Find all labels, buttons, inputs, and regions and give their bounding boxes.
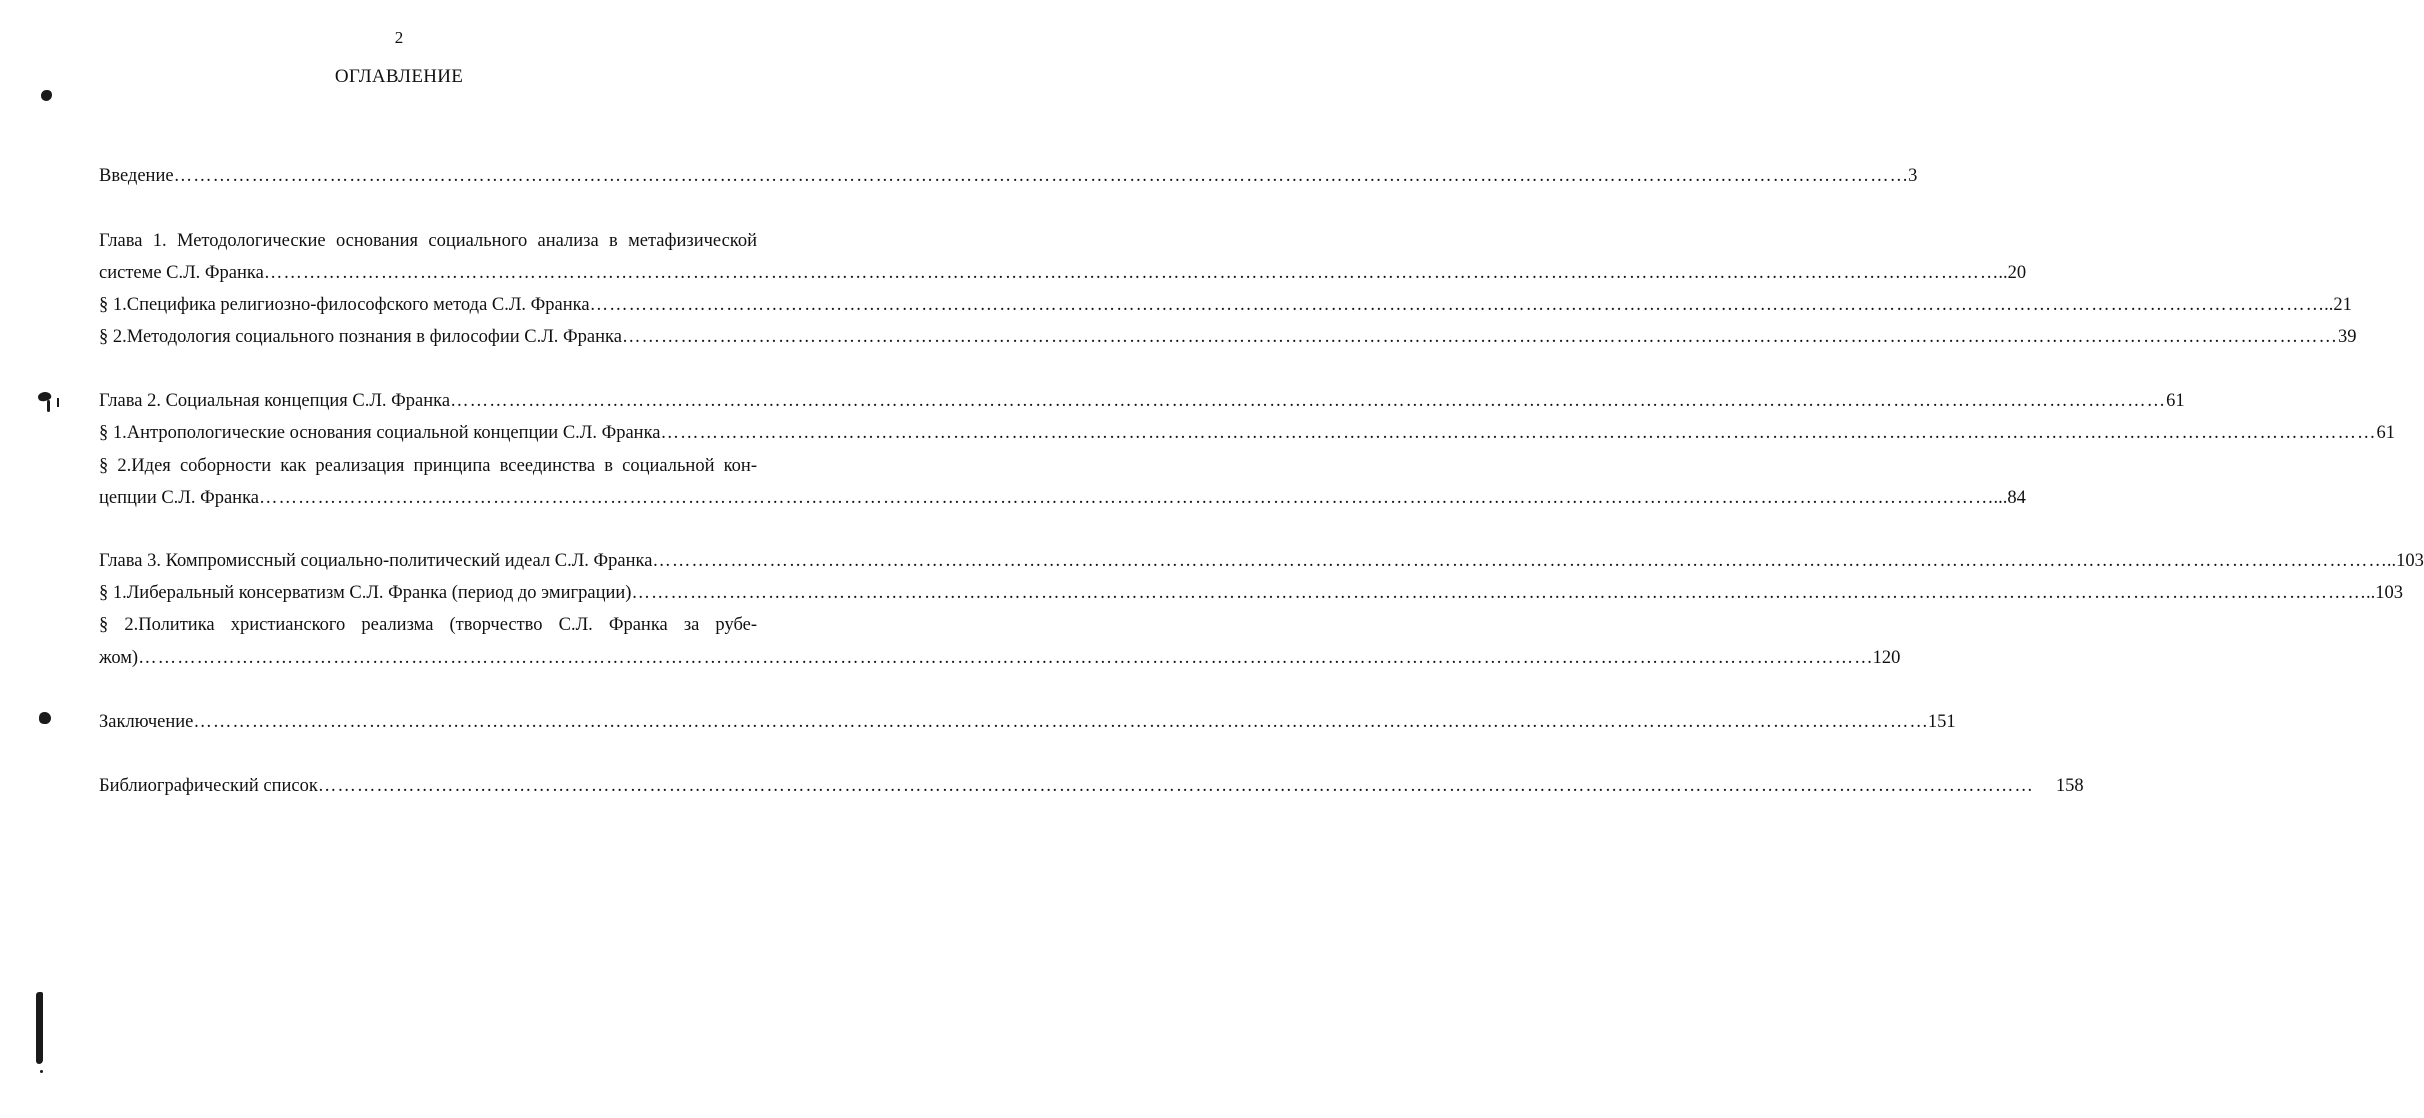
toc-entry-chapter-2-section-2[interactable] xyxy=(99,451,757,481)
scan-speck xyxy=(57,398,59,407)
scan-speck xyxy=(41,90,52,101)
toc-entry-label: Введение xyxy=(99,166,174,186)
toc-page-number: …..20 xyxy=(1979,263,2027,283)
leader-dots: ………………………………………………………………………………………………………………………………………………………………………………………………………………………………………… xyxy=(621,327,2338,347)
toc-page-number: …120 xyxy=(1854,648,1901,668)
toc-entry-label: § 2.Политика христианского реализма (творчество С.Л. Франка за рубе- xyxy=(99,615,757,635)
toc-title: ОГЛАВЛЕНИЕ xyxy=(334,66,464,87)
toc-entry-label: цепции С.Л. Франка xyxy=(99,488,259,508)
toc-entry-chapter-2-section-2-continued[interactable] xyxy=(99,483,2026,513)
leader-dots: ………………………………………………………………………………………………………………………………………………………………………………………………………………………………………… xyxy=(589,295,2306,315)
toc-entry-chapter-3-section-2[interactable] xyxy=(99,610,757,640)
toc-page-number: 39 xyxy=(2337,327,2357,347)
toc-entry-chapter-3[interactable] xyxy=(99,546,2424,576)
scan-streak xyxy=(36,992,43,1064)
toc-page-number: …..103 xyxy=(2347,583,2403,603)
toc-page-number: …...84 xyxy=(1975,488,2026,508)
leader-dots: ………………………………………………………………………………………………………………………………………………………………………………………………………………………………………… xyxy=(138,648,1855,668)
leader-dots: ………………………………………………………………………………………………………………………………………………………………………………………………………………………………………… xyxy=(317,776,2034,796)
leader-dots: ………………………………………………………………………………………………………………………………………………………………………………………………………………………………………… xyxy=(263,263,1980,283)
toc-page-number: 61 xyxy=(2376,423,2395,443)
toc-entry-label: § 1.Антропологические основания социальной концепции С.Л. Франка xyxy=(99,423,661,443)
toc-entry-label: Библиографический список xyxy=(99,776,318,796)
toc-entry-label: жом) xyxy=(99,648,139,668)
toc-page-number: …151 xyxy=(1909,712,1956,732)
toc-page-number: …..21 xyxy=(2305,295,2352,315)
toc-entry-conclusion[interactable] xyxy=(99,707,1956,737)
toc-page-number: 158 xyxy=(2055,776,2084,796)
toc-entry-chapter-1-section-2[interactable] xyxy=(99,322,2357,352)
toc-entry-chapter-3-section-1[interactable] xyxy=(99,578,2403,608)
toc-entry-chapter-3-section-2-continued[interactable] xyxy=(99,643,1901,673)
toc-entry-bibliography[interactable] xyxy=(99,771,2084,801)
toc-entry-label: § 2.Идея соборности как реализация принципа всеединства в социальной кон- xyxy=(99,456,757,476)
toc-entry-chapter-2[interactable] xyxy=(99,386,2185,416)
toc-page-number: …..103 xyxy=(2368,551,2424,571)
toc-page-number: 61 xyxy=(2166,391,2185,411)
leader-dots: ………………………………………………………………………………………………………………………………………………………………………………………………………………………………………… xyxy=(631,583,2348,603)
leader-dots: ………………………………………………………………………………………………………………………………………………………………………………………………………………………………………… xyxy=(450,391,2167,411)
toc-entry-label: Заключение xyxy=(99,712,194,732)
toc-entry-chapter-1-section-1[interactable] xyxy=(99,290,2352,320)
page-number: 2 xyxy=(394,28,404,47)
toc-entry-label: § 1.Специфика религиозно-философского метода С.Л. Франка xyxy=(99,295,590,315)
toc-entry-label: § 2.Методология социального познания в философии С.Л. Франка xyxy=(99,327,622,347)
toc-entry-label: Глава 1. Методологические основания социального анализа в метафизической xyxy=(99,231,757,251)
leader-dots: ………………………………………………………………………………………………………………………………………………………………………………………………………………………………………… xyxy=(259,488,1975,508)
scan-speck xyxy=(39,712,51,724)
leader-dots: ………………………………………………………………………………………………………………………………………………………………………………………………………………………………………… xyxy=(193,712,1910,732)
leader-dots: ………………………………………………………………………………………………………………………………………………………………………………………………………………………………………… xyxy=(173,166,1890,186)
toc-entry-introduction[interactable] xyxy=(99,161,1918,191)
scan-speck xyxy=(47,400,50,412)
toc-page-number: …3 xyxy=(1889,166,1918,186)
toc-entry-chapter-1-continued[interactable] xyxy=(99,258,2027,288)
toc-entry-chapter-1[interactable] xyxy=(99,226,757,256)
toc-entry-chapter-2-section-1[interactable] xyxy=(99,418,2395,448)
leader-dots: ………………………………………………………………………………………………………………………………………………………………………………………………………………………………………… xyxy=(660,423,2377,443)
toc-entry-label: системе С.Л. Франка xyxy=(99,263,264,283)
toc-entry-label: Глава 3. Компромиссный социально-политический идеал С.Л. Франка xyxy=(99,551,653,571)
scan-speck xyxy=(40,1070,43,1073)
toc-entry-label: § 1.Либеральный консерватизм С.Л. Франка (период до эмиграции) xyxy=(99,583,632,603)
toc-entry-label: Глава 2. Социальная концепция С.Л. Франка xyxy=(99,391,451,411)
leader-dots: ………………………………………………………………………………………………………………………………………………………………………………………………………………………………………… xyxy=(652,551,2369,571)
